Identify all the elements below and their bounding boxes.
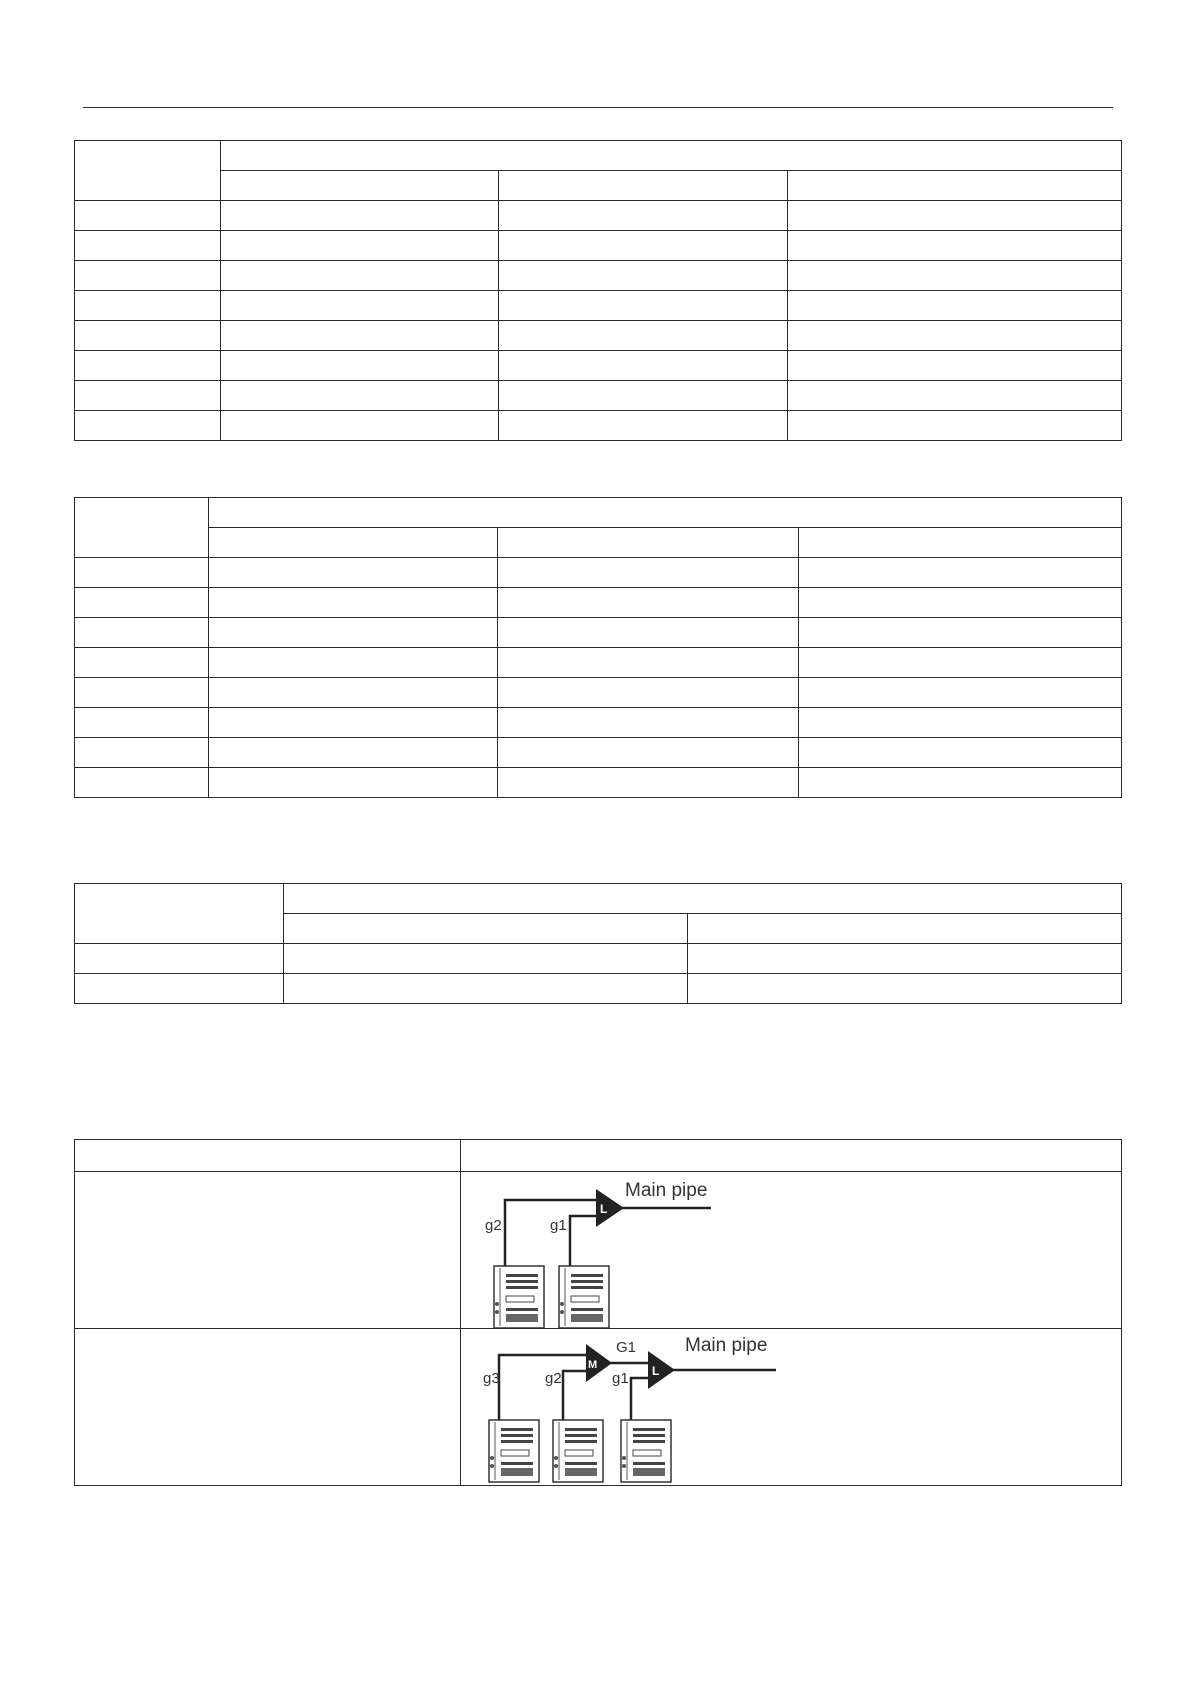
table-cell <box>75 498 209 558</box>
main-pipe-label: Main pipe <box>625 1180 708 1201</box>
table-cell <box>788 321 1122 351</box>
table-cell <box>75 1140 461 1172</box>
table-row <box>75 171 1122 201</box>
table-3 <box>74 883 1122 1004</box>
three-unit-piping-diagram <box>461 1329 861 1485</box>
table-cell <box>788 291 1122 321</box>
table-cell <box>75 321 221 351</box>
branch-label-g3: g3 <box>483 1370 500 1387</box>
table-cell <box>75 884 284 944</box>
branch-label-g1: g1 <box>612 1370 629 1387</box>
table-cell <box>788 411 1122 441</box>
table-cell <box>799 588 1122 618</box>
table-cell <box>461 1140 1122 1172</box>
table-row <box>75 381 1122 411</box>
table-cell <box>499 201 788 231</box>
outdoor-unit-icon <box>559 1266 609 1328</box>
table-cell <box>75 1172 461 1329</box>
table-cell <box>688 914 1122 944</box>
table-row <box>75 588 1122 618</box>
table-row <box>75 708 1122 738</box>
table-row <box>75 944 1122 974</box>
table-row <box>75 1140 1122 1172</box>
two-unit-piping-diagram <box>461 1172 861 1328</box>
header-pipe-label: G1 <box>616 1339 637 1356</box>
table-cell <box>499 411 788 441</box>
table-cell <box>499 351 788 381</box>
table-cell <box>284 914 688 944</box>
table-cell <box>75 558 209 588</box>
branch-pipe-g3 <box>499 1355 591 1420</box>
joint-label: L <box>600 1202 608 1216</box>
table-cell <box>75 381 221 411</box>
table-cell <box>209 558 498 588</box>
table-row <box>75 678 1122 708</box>
header-rule <box>83 107 1113 108</box>
table-cell <box>75 231 221 261</box>
table-row <box>75 201 1122 231</box>
table-cell <box>799 678 1122 708</box>
main-pipe-label: Main pipe <box>685 1335 768 1356</box>
outdoor-unit-icon <box>553 1420 603 1482</box>
table-row <box>75 411 1122 441</box>
table-row <box>75 648 1122 678</box>
table-cell <box>209 708 498 738</box>
table-cell <box>221 321 499 351</box>
branch-label-g1: g1 <box>550 1217 567 1234</box>
table-cell <box>799 648 1122 678</box>
table-cell <box>499 321 788 351</box>
table-cell <box>75 351 221 381</box>
table-cell <box>221 201 499 231</box>
table-cell <box>799 768 1122 798</box>
table-cell <box>209 588 498 618</box>
table-cell <box>75 678 209 708</box>
table-row <box>75 768 1122 798</box>
table-row <box>75 261 1122 291</box>
table-4 <box>74 1139 1122 1486</box>
table-cell <box>788 261 1122 291</box>
table-cell <box>498 678 799 708</box>
table-row <box>75 884 1122 914</box>
table-cell <box>209 618 498 648</box>
table-cell <box>75 201 221 231</box>
table-cell <box>221 291 499 321</box>
table-cell <box>209 738 498 768</box>
table-cell <box>75 588 209 618</box>
table-row <box>75 321 1122 351</box>
table-row <box>75 498 1122 528</box>
table-cell <box>799 738 1122 768</box>
table-cell <box>75 618 209 648</box>
table-cell <box>498 618 799 648</box>
table-cell <box>284 884 1122 914</box>
table-cell <box>788 201 1122 231</box>
table-cell <box>788 171 1122 201</box>
outdoor-unit-icon <box>494 1266 544 1328</box>
branch-label-g2: g2 <box>545 1370 562 1387</box>
table-row <box>75 738 1122 768</box>
table-cell <box>284 974 688 1004</box>
table-cell <box>688 974 1122 1004</box>
table-cell <box>75 768 209 798</box>
table-cell <box>498 708 799 738</box>
table-cell <box>499 231 788 261</box>
table-cell <box>75 291 221 321</box>
table-row <box>75 528 1122 558</box>
table-cell <box>498 738 799 768</box>
table-row <box>75 974 1122 1004</box>
table-cell <box>221 381 499 411</box>
table-row <box>75 558 1122 588</box>
table-row <box>75 291 1122 321</box>
table-cell <box>221 411 499 441</box>
table-cell <box>499 261 788 291</box>
table-cell <box>799 708 1122 738</box>
table-cell <box>75 411 221 441</box>
table-cell <box>499 381 788 411</box>
table-cell <box>75 1329 461 1486</box>
table-cell <box>75 974 284 1004</box>
table-cell <box>498 558 799 588</box>
joint-label: M <box>588 1359 598 1371</box>
branch-joint-icon <box>586 1344 612 1382</box>
table-row <box>75 1329 1122 1486</box>
table-cell <box>499 291 788 321</box>
table-cell <box>461 1172 1122 1329</box>
outdoor-unit-icon <box>489 1420 539 1482</box>
table-cell <box>498 648 799 678</box>
table-cell <box>788 231 1122 261</box>
table-cell <box>209 768 498 798</box>
table-cell <box>75 261 221 291</box>
branch-joint-icon <box>596 1189 624 1227</box>
table-cell <box>461 1329 1122 1486</box>
table-cell <box>498 528 799 558</box>
table-cell <box>799 528 1122 558</box>
table-cell <box>75 141 221 201</box>
table-cell <box>221 351 499 381</box>
table-row <box>75 141 1122 171</box>
table-cell <box>75 708 209 738</box>
table-cell <box>209 648 498 678</box>
table-cell <box>75 944 284 974</box>
table-cell <box>221 261 499 291</box>
table-cell <box>221 141 1122 171</box>
table-cell <box>498 588 799 618</box>
branch-joint-icon <box>648 1351 675 1389</box>
table-cell <box>75 738 209 768</box>
table-row <box>75 231 1122 261</box>
table-cell <box>209 678 498 708</box>
table-cell <box>284 944 688 974</box>
table-cell <box>788 351 1122 381</box>
table-cell <box>498 768 799 798</box>
table-row <box>75 618 1122 648</box>
table-cell <box>209 498 1122 528</box>
table-cell <box>221 231 499 261</box>
table-1 <box>74 140 1122 441</box>
table-cell <box>799 558 1122 588</box>
table-cell <box>499 171 788 201</box>
table-cell <box>209 528 498 558</box>
table-row <box>75 351 1122 381</box>
table-cell <box>221 171 499 201</box>
table-cell <box>75 648 209 678</box>
joint-label: L <box>652 1364 660 1378</box>
table-cell <box>688 944 1122 974</box>
branch-label-g2: g2 <box>485 1217 502 1234</box>
outdoor-unit-icon <box>621 1420 671 1482</box>
table-cell <box>788 381 1122 411</box>
table-cell <box>799 618 1122 648</box>
table-row <box>75 1172 1122 1329</box>
table-2 <box>74 497 1122 798</box>
